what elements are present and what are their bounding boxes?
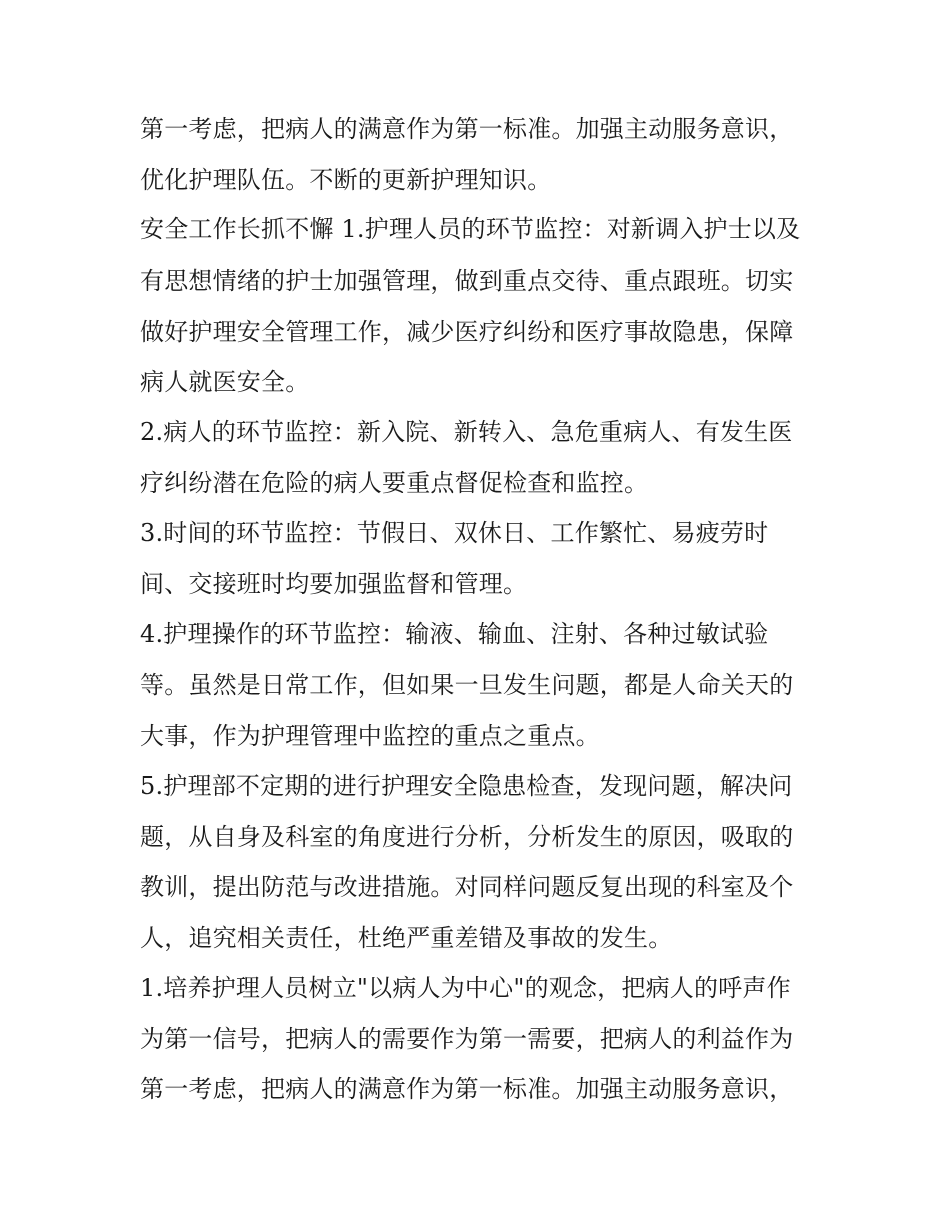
text-line: 1.培养护理人员树立"以病人为中心"的观念，把病人的呼声作 <box>140 974 791 1002</box>
text-line: 间、交接班时均要加强监督和管理。 <box>140 570 528 598</box>
text-line: 2.病人的环节监控：新入院、新转入、急危重病人、有发生医 <box>140 418 793 446</box>
text-line: 5.护理部不定期的进行护理安全隐患检查，发现问题，解决问 <box>140 772 793 800</box>
text-line: 教训，提出防范与改进措施。对同样问题反复出现的科室及个 <box>140 873 794 901</box>
text-line: 人，追究相关责任，杜绝严重差错及事故的发生。 <box>140 924 673 952</box>
text-line: 疗纠纷潜在危险的病人要重点督促检查和监控。 <box>140 469 649 497</box>
text-line: 等。虽然是日常工作，但如果一旦发生问题，都是人命关天的 <box>140 671 794 699</box>
text-line: 题，从自身及科室的角度进行分析，分析发生的原因，吸取的 <box>140 823 794 851</box>
text-line: 病人就医安全。 <box>140 368 310 396</box>
text-line: 第一考虑，把病人的满意作为第一标准。加强主动服务意识， <box>140 115 794 143</box>
text-line: 有思想情绪的护士加强管理，做到重点交待、重点跟班。切实 <box>140 267 794 295</box>
text-line: 3.时间的环节监控：节假日、双休日、工作繁忙、易疲劳时 <box>140 519 769 547</box>
text-line: 安全工作长抓不懈 1.护理人员的环节监控：对新调入护士以及 <box>140 215 801 243</box>
text-line: 为第一信号，把病人的需要作为第一需要，把病人的利益作为 <box>140 1025 794 1053</box>
text-line: 做好护理安全管理工作，减少医疗纠纷和医疗事故隐患，保障 <box>140 318 794 346</box>
text-line: 第一考虑，把病人的满意作为第一标准。加强主动服务意识， <box>140 1075 794 1103</box>
text-line: 优化护理队伍。不断的更新护理知识。 <box>140 166 552 194</box>
text-line: 大事，作为护理管理中监控的重点之重点。 <box>140 722 600 750</box>
text-line: 4.护理操作的环节监控：输液、输血、注射、各种过敏试验 <box>140 620 769 648</box>
